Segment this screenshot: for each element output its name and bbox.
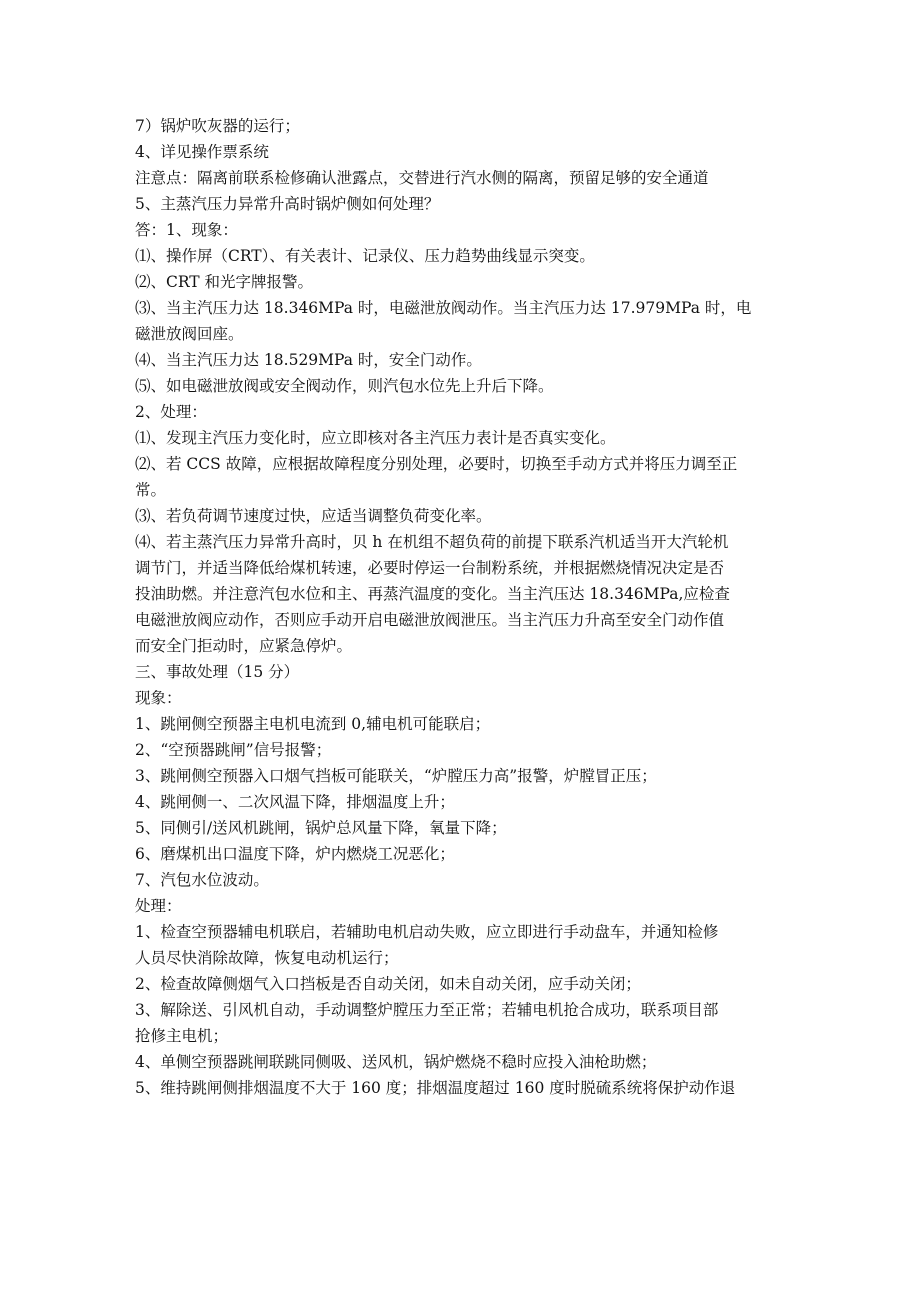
text-line: 4、单侧空预器跳闸联跳同侧吸、送风机，锅炉燃烧不稳时应投入油枪助燃； [135,1053,657,1071]
text-line: 4、跳闸侧一、二次风温下降，排烟温度上升； [135,793,455,811]
text-line: 电磁泄放阀应动作，否则应手动开启电磁泄放阀泄压。当主汽压力升高至安全门动作值 [135,611,725,629]
text-line: 2、检查故障侧烟气入口挡板是否自动关闭，如未自动关闭，应手动关闭； [135,975,641,993]
text-line: 现象： [135,689,182,707]
text-line: ⑵、若 CCS 故障，应根据故障程度分别处理，必要时，切换至手动方式并将压力调至正 [135,455,738,473]
text-line: 人员尽快消除故障，恢复电动机运行； [135,949,399,967]
text-line: 6、磨煤机出口温度下降，炉内燃烧工况恶化； [135,845,455,863]
text-line: 7、汽包水位波动。 [135,871,269,889]
text-line: 4、详见操作票系统 [135,143,269,161]
text-line: ⑷、当主汽压力达 18.529MPa 时，安全门动作。 [135,351,482,369]
text-line: 注意点：隔离前联系检修确认泄露点，交替进行汽水侧的隔离，预留足够的安全通道 [135,169,709,187]
document-body [135,113,775,1101]
text-line: 答：1、现象： [135,221,238,239]
text-line: 磁泄放阀回座。 [135,325,244,343]
text-line: ⑵、CRT 和光字牌报警。 [135,273,314,291]
text-line: ⑶、当主汽压力达 18.346MPa 时，电磁泄放阀动作。当主汽压力达 17.979MPa 时，电 [135,299,752,317]
text-line: ⑷、若主蒸汽压力异常升高时，贝 h 在机组不超负荷的前提下联系汽机适当开大汽轮机 [135,533,729,551]
text-line: 5、维持跳闸侧排烟温度不大于 160 度；排烟温度超过 160 度时脱硫系统将保护动作退 [135,1079,736,1097]
text-line: 3、跳闸侧空预器入口烟气挡板可能联关，“炉膛压力高”报警，炉膛冒正压； [135,767,657,785]
text-line: 7）锅炉吹灰器的运行； [135,117,300,135]
text-line: 而安全门拒动时，应紧急停炉。 [135,637,353,655]
text-line: ⑴、发现主汽压力变化时，应立即核对各主汽压力表计是否真实变化。 [135,429,616,447]
text-line: 3、解除送、引风机自动，手动调整炉膛压力至正常；若辅电机抢合成功，联系项目部 [135,1001,719,1019]
text-line: ⑸、如电磁泄放阀或安全阀动作，则汽包水位先上升后下降。 [135,377,554,395]
text-line: 常。 [135,481,167,499]
section-heading: 三、事故处理（15 分） [135,663,300,681]
text-line: 1、跳闸侧空预器主电机电流到 0,辅电机可能联启； [135,715,491,733]
text-line: ⑴、操作屏（CRT）、有关表计、记录仪、压力趋势曲线显示突变。 [135,247,595,265]
text-line: ⑶、若负荷调节速度过快，应适当调整负荷变化率。 [135,507,492,525]
text-line: 2、处理： [135,403,207,421]
text-line: 投油助燃。并注意汽包水位和主、再蒸汽温度的变化。当主汽压达 18.346MPa,应检查 [135,585,730,603]
text-line: 1、检查空预器辅电机联启，若辅助电机启动失败，应立即进行手动盘车，并通知检修 [135,923,719,941]
text-line: 处理： [135,897,182,915]
text-line: 5、主蒸汽压力异常升高时锅炉侧如何处理？ [135,195,440,213]
text-line: 抢修主电机； [135,1027,229,1045]
text-line: 5、同侧引/送风机跳闸，锅炉总风量下降，氧量下降； [135,819,507,837]
text-line: 2、“空预器跳闸”信号报警； [135,741,332,759]
text-line: 调节门，并适当降低给煤机转速，必要时停运一台制粉系统，并根据燃烧情况决定是否 [135,559,725,577]
